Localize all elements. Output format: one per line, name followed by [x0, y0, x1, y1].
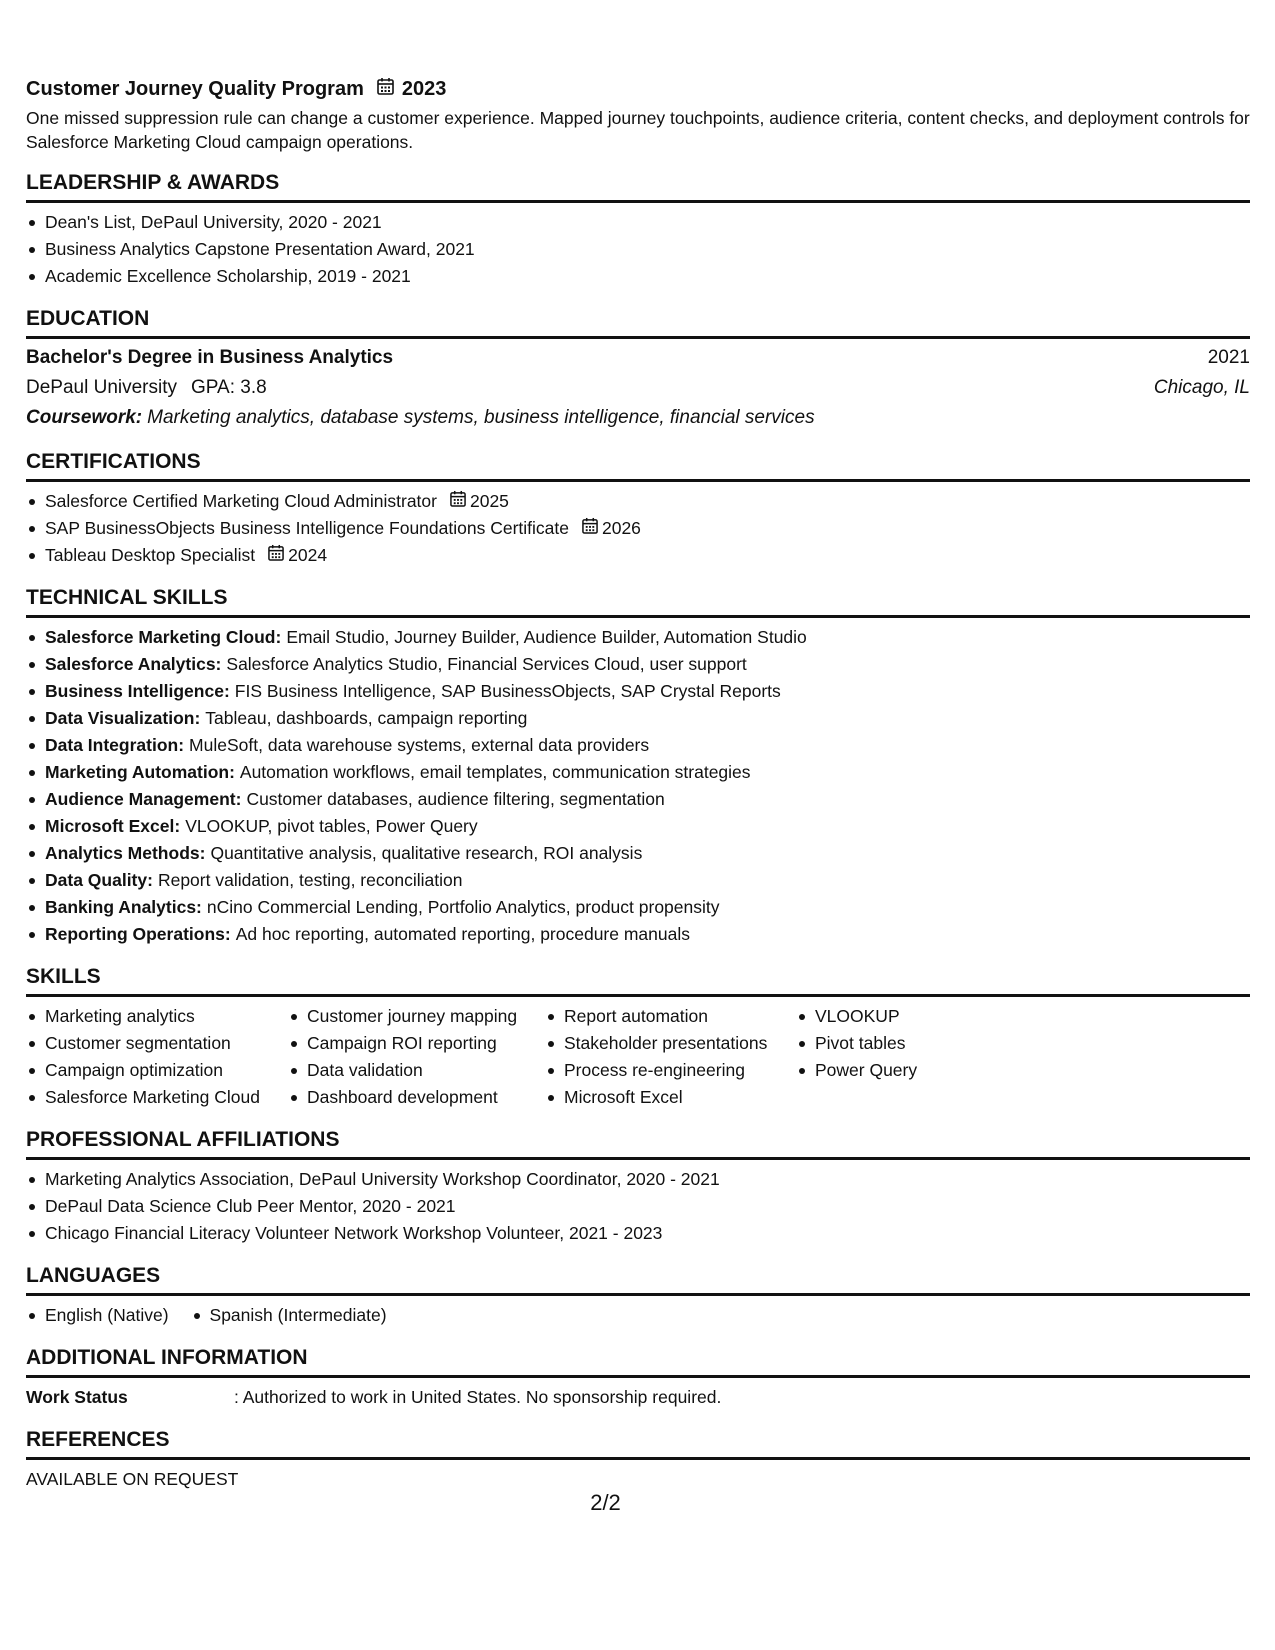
section-title: LANGUAGES [26, 1264, 161, 1287]
skills-column [26, 1003, 288, 1111]
list-item [26, 921, 1250, 948]
section-divider [26, 994, 1250, 997]
skill-label: Reporting Operations: [45, 924, 231, 944]
cert-year: 2025 [469, 491, 509, 511]
cert-name: Tableau Desktop Specialist [45, 545, 256, 565]
project-description: One missed suppression rule can change a customer experience. Mapped journey touchpoints, audience criteria, content checks, and deployment controls for Salesforce Marketing Cloud campaign operations. [26, 108, 1250, 152]
language-item: Spanish (Intermediate) [191, 1302, 387, 1329]
list-item: DePaul Data Science Club Peer Mentor, 2020 - 2021 [26, 1193, 1250, 1220]
school-location: Chicago, IL [1153, 377, 1250, 398]
list-item: Dean's List, DePaul University, 2020 - 2021 [26, 209, 1250, 236]
work-status-label: Work Status [26, 1387, 128, 1407]
list-item: VLOOKUP [796, 1003, 996, 1030]
list-item: Process re-engineering [545, 1057, 796, 1084]
references-section [26, 1427, 1250, 1493]
cert-name: SAP BusinessObjects Business Intelligence Foundations Certificate [45, 518, 569, 538]
skill-text: nCino Commercial Lending, Portfolio Analytics, product propensity [206, 897, 720, 917]
skill-text: FIS Business Intelligence, SAP BusinessObjects, SAP Crystal Reports [234, 681, 781, 701]
skill-label: Banking Analytics: [45, 897, 202, 917]
skills-column [545, 1003, 796, 1111]
cert-year: 2026 [601, 518, 641, 538]
section-title: REFERENCES [26, 1428, 170, 1451]
leadership-section [26, 170, 1250, 290]
list-item: Report automation [545, 1003, 796, 1030]
list-item: Marketing Analytics Association, DePaul University Workshop Coordinator, 2020 - 2021 [26, 1166, 1250, 1193]
cert-year: 2024 [288, 545, 328, 565]
list-item [26, 732, 1250, 759]
list-item: Academic Excellence Scholarship, 2019 - 2021 [26, 263, 1250, 290]
languages-section [26, 1263, 1250, 1329]
list-item [26, 894, 1250, 921]
list-item: Salesforce Marketing Cloud [26, 1084, 288, 1111]
list-item: Power Query [796, 1057, 996, 1084]
coursework-label: Coursework: [26, 407, 143, 428]
section-divider [26, 336, 1250, 339]
skill-text: Customer databases, audience filtering, segmentation [246, 789, 665, 809]
list-item: Customer journey mapping [288, 1003, 545, 1030]
list-item: Data validation [288, 1057, 545, 1084]
skill-text: Tableau, dashboards, campaign reporting [205, 708, 528, 728]
list-item: Chicago Financial Literacy Volunteer Network Workshop Volunteer, 2021 - 2023 [26, 1220, 1250, 1247]
page-number: 2/2 [590, 1490, 621, 1515]
project-title: Customer Journey Quality Program [26, 77, 364, 100]
education-section [26, 306, 1250, 433]
skill-label: Audience Management: [45, 789, 242, 809]
skill-label: Business Intelligence: [45, 681, 230, 701]
language-item: English (Native) [26, 1302, 169, 1329]
references-text: AVAILABLE ON REQUEST [26, 1469, 239, 1489]
skill-text: Quantitative analysis, qualitative research, ROI analysis [210, 843, 643, 863]
section-title: TECHNICAL SKILLS [26, 586, 228, 609]
affiliations-section [26, 1127, 1250, 1247]
project-header [26, 76, 1250, 102]
calendar-icon [450, 488, 466, 515]
list-item: Campaign ROI reporting [288, 1030, 545, 1057]
section-divider [26, 1375, 1250, 1378]
section-title: LEADERSHIP & AWARDS [26, 171, 280, 194]
section-title: CERTIFICATIONS [26, 450, 201, 473]
list-item [26, 759, 1250, 786]
list-item [26, 813, 1250, 840]
section-divider [26, 1293, 1250, 1296]
skills-column [288, 1003, 545, 1111]
list-item: Stakeholder presentations [545, 1030, 796, 1057]
calendar-icon [268, 542, 284, 569]
graduation-year: 2021 [1207, 347, 1250, 368]
section-divider [26, 200, 1250, 203]
technical-skills-section [26, 585, 1250, 948]
skill-text: MuleSoft, data warehouse systems, external data providers [189, 735, 650, 755]
list-item: Campaign optimization [26, 1057, 288, 1084]
list-item [26, 705, 1250, 732]
list-item [26, 542, 1250, 569]
section-divider [26, 1157, 1250, 1160]
skill-label: Salesforce Analytics: [45, 654, 222, 674]
skill-label: Marketing Automation: [45, 762, 235, 782]
section-title: SKILLS [26, 965, 101, 988]
work-status-value: : Authorized to work in United States. No sponsorship required. [234, 1387, 722, 1407]
skill-text: Ad hoc reporting, automated reporting, procedure manuals [235, 924, 691, 944]
list-item [26, 515, 1250, 542]
list-item [26, 867, 1250, 894]
section-divider [26, 615, 1250, 618]
section-title: EDUCATION [26, 307, 150, 330]
list-item [26, 624, 1250, 651]
skill-label: Analytics Methods: [45, 843, 206, 863]
skill-label: Data Quality: [45, 870, 153, 890]
skill-text: VLOOKUP, pivot tables, Power Query [185, 816, 478, 836]
list-item: Business Analytics Capstone Presentation Award, 2021 [26, 236, 1250, 263]
skill-label: Salesforce Marketing Cloud: [45, 627, 282, 647]
degree-title: Bachelor's Degree in Business Analytics [26, 347, 394, 368]
project-year: 2023 [401, 77, 447, 100]
cert-name: Salesforce Certified Marketing Cloud Administrator [45, 491, 437, 511]
resume-page [26, 76, 1250, 1493]
skill-text: Report validation, testing, reconciliation [157, 870, 463, 890]
list-item: Dashboard development [288, 1084, 545, 1111]
coursework-text: Marketing analytics, database systems, business intelligence, financial services [147, 407, 815, 428]
school-name: DePaul University [26, 377, 177, 398]
list-item: Microsoft Excel [545, 1084, 796, 1111]
section-title: ADDITIONAL INFORMATION [26, 1346, 308, 1369]
skill-label: Data Integration: [45, 735, 185, 755]
list-item [26, 840, 1250, 867]
gpa: GPA: 3.8 [191, 377, 267, 398]
skill-text: Automation workflows, email templates, communication strategies [239, 762, 751, 782]
list-item: Marketing analytics [26, 1003, 288, 1030]
list-item [26, 488, 1250, 515]
list-item [26, 786, 1250, 813]
list-item [26, 678, 1250, 705]
skills-section [26, 964, 1250, 1111]
skill-label: Data Visualization: [45, 708, 201, 728]
list-item [26, 651, 1250, 678]
calendar-icon [582, 515, 598, 542]
coursework [26, 403, 1250, 433]
certifications-section [26, 449, 1250, 569]
section-divider [26, 1457, 1250, 1460]
list-item: Customer segmentation [26, 1030, 288, 1057]
section-title: PROFESSIONAL AFFILIATIONS [26, 1128, 340, 1151]
additional-info-section [26, 1345, 1250, 1411]
skill-text: Salesforce Analytics Studio, Financial Services Cloud, user support [226, 654, 747, 674]
skill-text: Email Studio, Journey Builder, Audience Builder, Automation Studio [286, 627, 807, 647]
section-divider [26, 479, 1250, 482]
list-item: Pivot tables [796, 1030, 996, 1057]
calendar-icon [377, 77, 394, 101]
skill-label: Microsoft Excel: [45, 816, 181, 836]
skills-column [796, 1003, 996, 1111]
